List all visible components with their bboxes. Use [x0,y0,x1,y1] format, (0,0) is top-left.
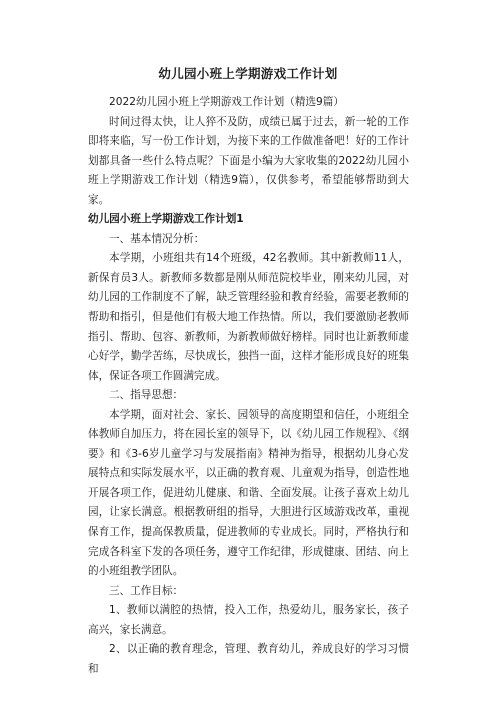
guiding-thought-paragraph: 本学期，面对社会、家长、园领导的高度期望和信任，小班组全体教师自加压力，将在园长室的领导下，以《幼儿园工作规程》、《纲要》和《3-6岁儿童学习与发展指南》精神为指导，根据幼儿身心发展特点和实际发展水平，以正确的教育观、儿童观为指导，创造性地开展各项工作，促进幼儿健康、和谐、全面发展。让孩子喜欢上幼儿园，让家长满意。根据教研组的指导，大胆进行区域游戏改革，重视保育工作，提高保教质量，促进教师的专业成长。同时，严格执行和完成各科室下发的各项任务，遵守工作纪律，形成健康、团结、向上的小班组教学团队。 [88,408,409,578]
intro-paragraph: 时间过得太快，让人猝不及防，成绩已属于过去，新一轮的工作即将来临，写一份工作计划，为接下来的工作做准备吧！好的工作计划都具备一些什么特点呢？下面是小编为大家收集的2022幼儿园小班上学期游戏工作计划（精选9篇），仅供参考，希望能够帮助到大家。 [88,115,409,206]
subtitle-paragraph: 2022幼儿园小班上学期游戏工作计划（精选9篇） [109,96,344,108]
document-title: 幼儿园小班上学期游戏工作计划 [158,66,338,81]
subheading-work-goals: 三、工作目标： [109,584,184,597]
subheading-situation: 一、基本情况分析： [109,232,205,245]
section-heading: 幼儿园小班上学期游戏工作计划1 [88,213,244,226]
document-body [88,93,409,679]
goal-item-2: 2、以正确的教育理念，管理、教育幼儿，养成良好的学习习惯和 [88,643,409,675]
goal-item-1: 1、教师以满腔的热情，投入工作，热爱幼儿，服务家长，孩子高兴，家长满意。 [88,604,409,636]
subheading-guiding-thought: 二、指导思想： [109,389,184,402]
situation-paragraph: 本学期，小班组共有14个班级，42名教师。其中新教师11人，新保育员3人。新教师多数都是刚从师范院校毕业，刚来幼儿园，对幼儿园的工作制度不了解，缺乏管理经验和教育经验，需要老教师的帮助和指引，但是他们有极大地工作热情。所以，我们要激励老教师指引、帮助、包容、新教师，为新教师做好榜样。同时也让新教师虚心好学，勤学苦练，尽快成长，独挡一面，这样才能形成良好的班集体，保证各项工作圆满完成。 [88,252,409,382]
